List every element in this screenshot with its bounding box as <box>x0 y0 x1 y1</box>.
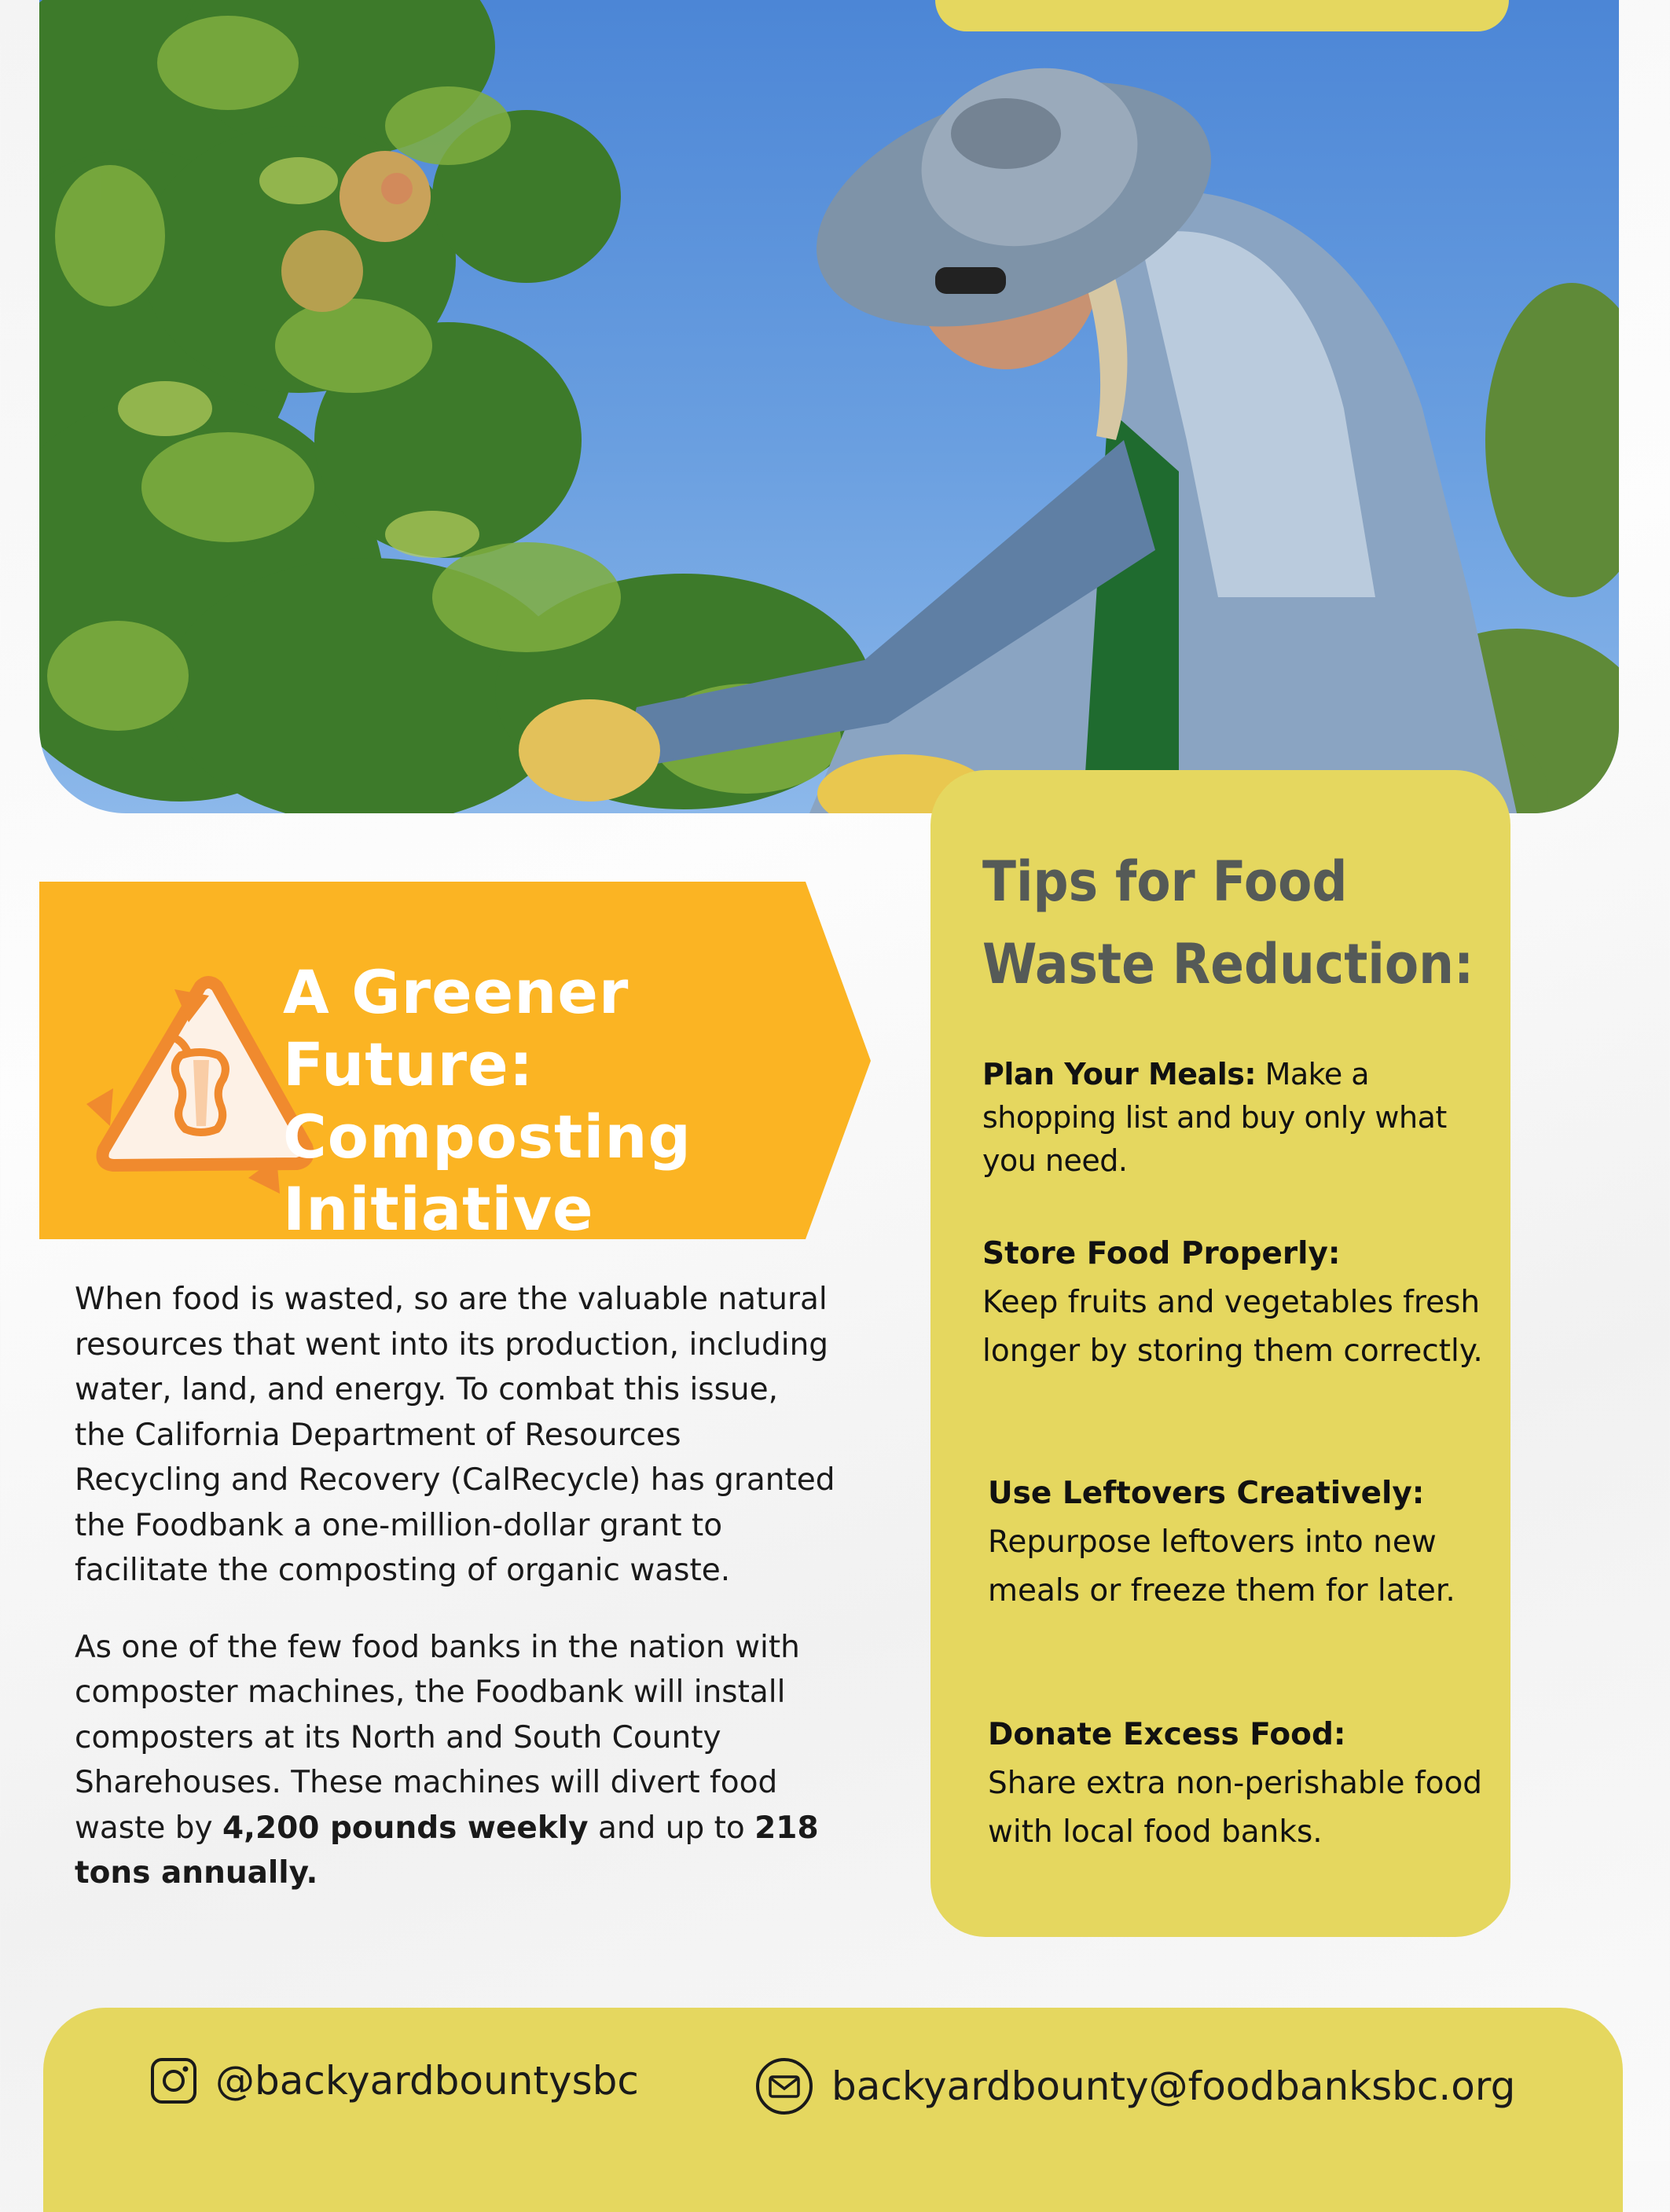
email-address[interactable]: backyardbounty@foodbanksbc.org <box>831 2063 1516 2109</box>
tip-store-food <box>982 1230 1485 1376</box>
tip-text: Make a shopping list and buy only what you need. <box>982 1057 1447 1178</box>
banner-title-line-3: Initiative <box>283 1174 594 1244</box>
tip-use-leftovers <box>988 1469 1491 1616</box>
tip-heading: Use Leftovers Creatively: <box>988 1476 1425 1511</box>
annual-tons-stat: 218 tons annually. <box>75 1810 819 1891</box>
paragraph-2-text-a: As one of the few food banks in the nation with composter machines, the Foodbank will install composters at its North and South County Sharehouses. These machines will divert food waste by <box>75 1629 800 1846</box>
paragraph-2-text-b: and up to <box>588 1810 755 1846</box>
composting-banner <box>39 882 871 1244</box>
weekly-pounds-stat: 4,200 pounds weekly <box>222 1810 589 1846</box>
tip-text: Share extra non-perishable food with local food banks. <box>988 1766 1483 1850</box>
tip-heading: Store Food Properly: <box>982 1236 1341 1271</box>
instagram-link[interactable] <box>149 2056 639 2105</box>
tip-heading: Plan Your Meals: <box>982 1057 1257 1091</box>
tips-panel <box>930 770 1510 1937</box>
tip-donate-food <box>988 1711 1491 1857</box>
email-icon <box>754 2056 814 2116</box>
tips-title-line-1: Tips for Food <box>982 849 1348 914</box>
tips-title-line-2: Waste Reduction: <box>982 932 1474 996</box>
apple-orchard-harvest-photo <box>39 0 1619 813</box>
banner-title-line-2: Composting <box>283 1102 692 1172</box>
tip-text: Keep fruits and vegetables fresh longer by storing them correctly. <box>982 1285 1483 1369</box>
tip-heading: Donate Excess Food: <box>988 1717 1346 1752</box>
instagram-icon <box>149 2056 198 2105</box>
article-paragraph-1: When food is wasted, so are the valuable natural resources that went into its production, including water, land, and energy. To combat this issue, the California Department of Resources Recycling and Recovery (CalRecycle) has granted the Foodbank a one-million-dollar grant to facilitate the composting of organic waste. <box>75 1282 835 1588</box>
article-body <box>75 1277 837 1928</box>
email-link[interactable] <box>754 2056 1515 2116</box>
instagram-handle[interactable]: @backyardbountysbc <box>215 2058 639 2104</box>
article-paragraph-2 <box>75 1625 837 1896</box>
orchard-photo <box>39 0 1619 813</box>
tips-title <box>982 841 1501 1006</box>
banner-title-line-1: A Greener Future: <box>283 957 629 1099</box>
contact-footer <box>43 2008 1623 2212</box>
top-decorative-tab <box>935 0 1509 31</box>
tip-text: Repurpose leftovers into new meals or freeze them for later. <box>988 1524 1455 1609</box>
banner-title <box>283 956 880 1245</box>
tip-plan-meals <box>982 1053 1485 1183</box>
